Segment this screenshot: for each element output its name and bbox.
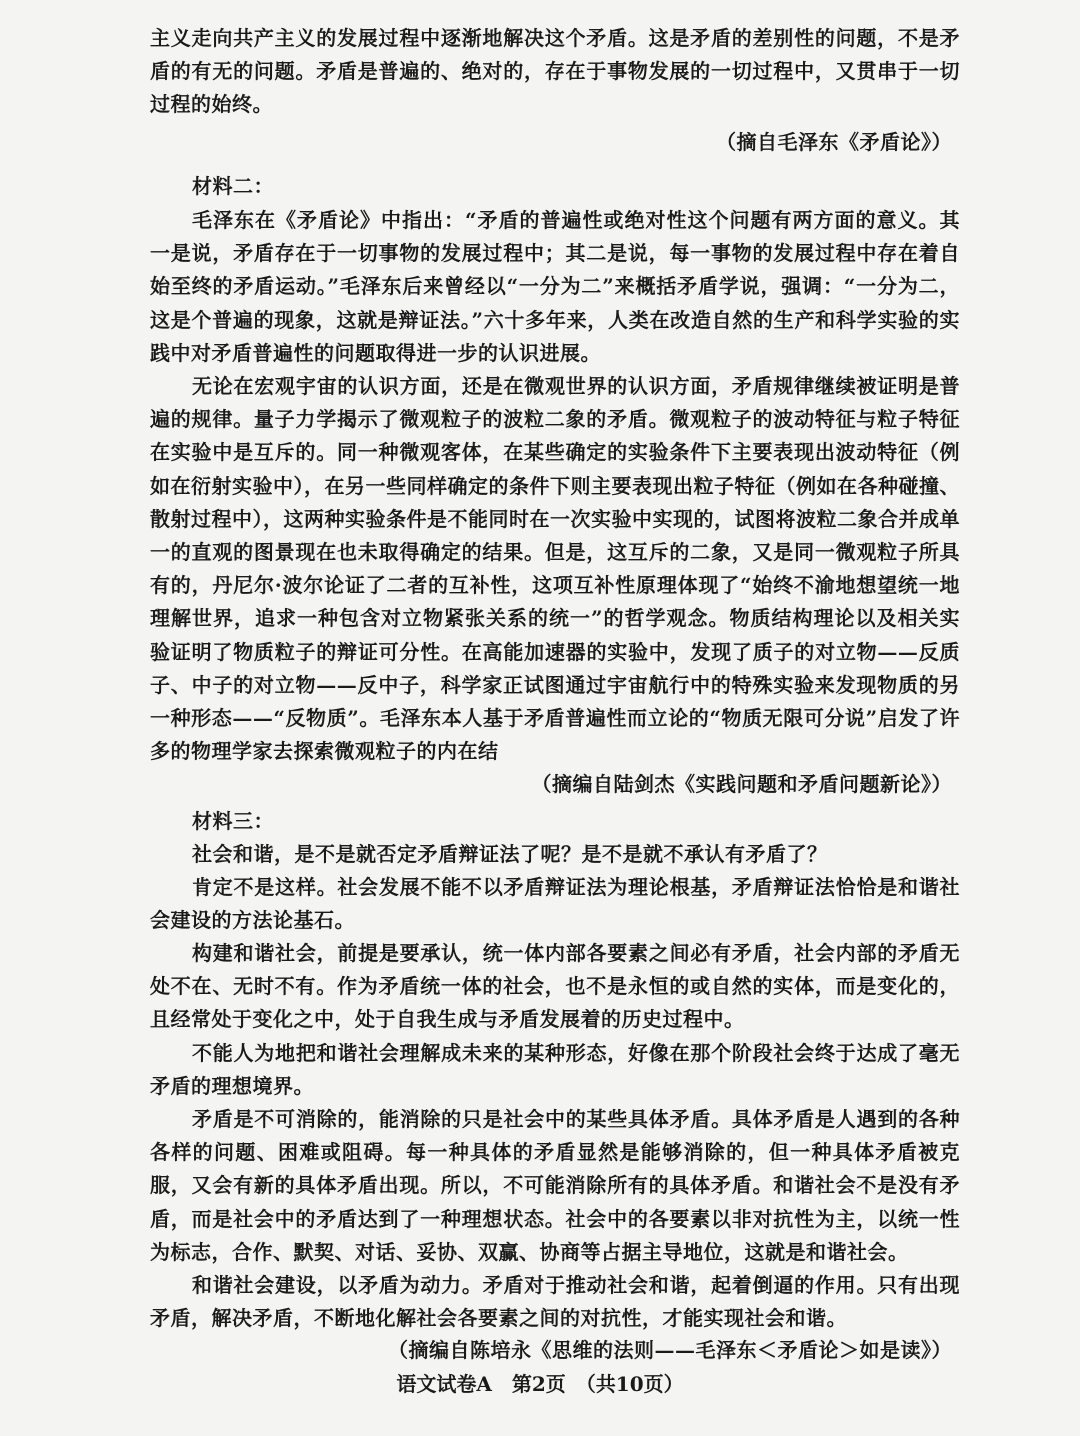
material-3-heading: 材料三： (192, 809, 274, 833)
page-footer: 语文试卷A 第2页 （共10页） (396, 1372, 684, 1396)
material-3-paragraph-2: 肯定不是这样。社会发展不能不以矛盾辩证法为理论根基，矛盾辩证法恰恰是和谐社会建设的方法论基石。 (150, 875, 960, 933)
continuation-paragraph: 主义走向共产主义的发展过程中逐渐地解决这个矛盾。这是矛盾的差别性的问题，不是矛盾的有无的问题。矛盾是普遍的、绝对的，存在于事物发展的一切过程中，又贯串于一切过程的始终。 (150, 26, 960, 117)
material-3-paragraph-5: 矛盾是不可消除的，能消除的只是社会中的某些具体矛盾。具体矛盾是人遇到的各种各样的问题、困难或阻碍。每一种具体的矛盾显然是能够消除的，但一种具体矛盾被克服，又会有新的具体矛盾出现。所以，不可能消除所有的具体矛盾。和谐社会不是没有矛盾，而是社会中的矛盾达到了一种理想状态。社会中的各要素以非对抗性为主，以统一性为标志，合作、默契、对话、妥协、双赢、协商等占据主导地位，这就是和谐社会。 (150, 1107, 960, 1264)
material-2-heading: 材料二： (192, 174, 274, 198)
material-3-paragraph-6: 和谐社会建设，以矛盾为动力。矛盾对于推动社会和谐，起着倒逼的作用。只有出现矛盾，解决矛盾，不断地化解社会各要素之间的对抗性，才能实现社会和谐。 (150, 1273, 960, 1331)
material-2-paragraph-1: 毛泽东在《矛盾论》中指出：“矛盾的普遍性或绝对性这个问题有两方面的意义。其一是说，矛盾存在于一切事物的发展过程中；其二是说，每一事物的发展过程中存在着自始至终的矛盾运动。”毛泽东后来曾经以“一分为二”来概括矛盾学说，强调：“一分为二，这是个普遍的现象，这就是辩证法。”六十多年来，人类在改造自然的生产和科学实验的实践中对矛盾普遍性的问题取得进一步的认识进展。 (150, 208, 960, 365)
material-2-paragraph-2: 无论在宏观宇宙的认识方面，还是在微观世界的认识方面，矛盾规律继续被证明是普遍的规律。量子力学揭示了微观粒子的波粒二象的矛盾。微观粒子的波动特征与粒子特征在实验中是互斥的。同一种微观客体，在某些确定的实验条件下主要表现出波动特征（例如在衍射实验中），在另一些同样确定的条件下则主要表现出粒子特征（例如在各种碰撞、散射过程中），这两种实验条件是不能同时在一次实验中实现的，试图将波粒二象合并成单一的直观的图景现在也未取得确定的结果。但是，这互斥的二象，又是同一微观粒子所具有的，丹尼尔·波尔论证了二者的互补性，这项互补性原理体现了“始终不渝地想望统一地理解世界，追求一种包含对立物紧张关系的统一”的哲学观念。物质结构理论以及相关实验证明了物质粒子的辩证可分性。在高能加速器的实验中，发现了质子的对立物——反质子、中子的对立物——反中子，科学家正试图通过宇宙航行中的特殊实验来发现物质的另一种形态——“反物质”。毛泽东本人基于矛盾普遍性而立论的“物质无限可分说”启发了许多的物理学家去探索微观粒子的内在结 (150, 374, 960, 764)
source-citation-3: （摘编自陈培永《思维的法则——毛泽东＜矛盾论＞如是读》） (388, 1338, 952, 1362)
material-3-paragraph-4: 不能人为地把和谐社会理解成未来的某种形态，好像在那个阶段社会终于达成了毫无矛盾的理想境界。 (150, 1041, 960, 1099)
source-citation-1: （摘自毛泽东《矛盾论》） (716, 130, 952, 154)
material-3-paragraph-1: 社会和谐，是不是就否定矛盾辩证法了呢？是不是就不承认有矛盾了？ (192, 842, 828, 866)
source-citation-2: （摘编自陆剑杰《实践问题和矛盾问题新论》） (531, 772, 952, 796)
material-3-paragraph-3: 构建和谐社会，前提是要承认，统一体内部各要素之间必有矛盾，社会内部的矛盾无处不在、无时不有。作为矛盾统一体的社会，也不是永恒的或自然的实体，而是变化的，且经常处于变化之中，处于自我生成与矛盾发展着的历史过程中。 (150, 941, 960, 1032)
